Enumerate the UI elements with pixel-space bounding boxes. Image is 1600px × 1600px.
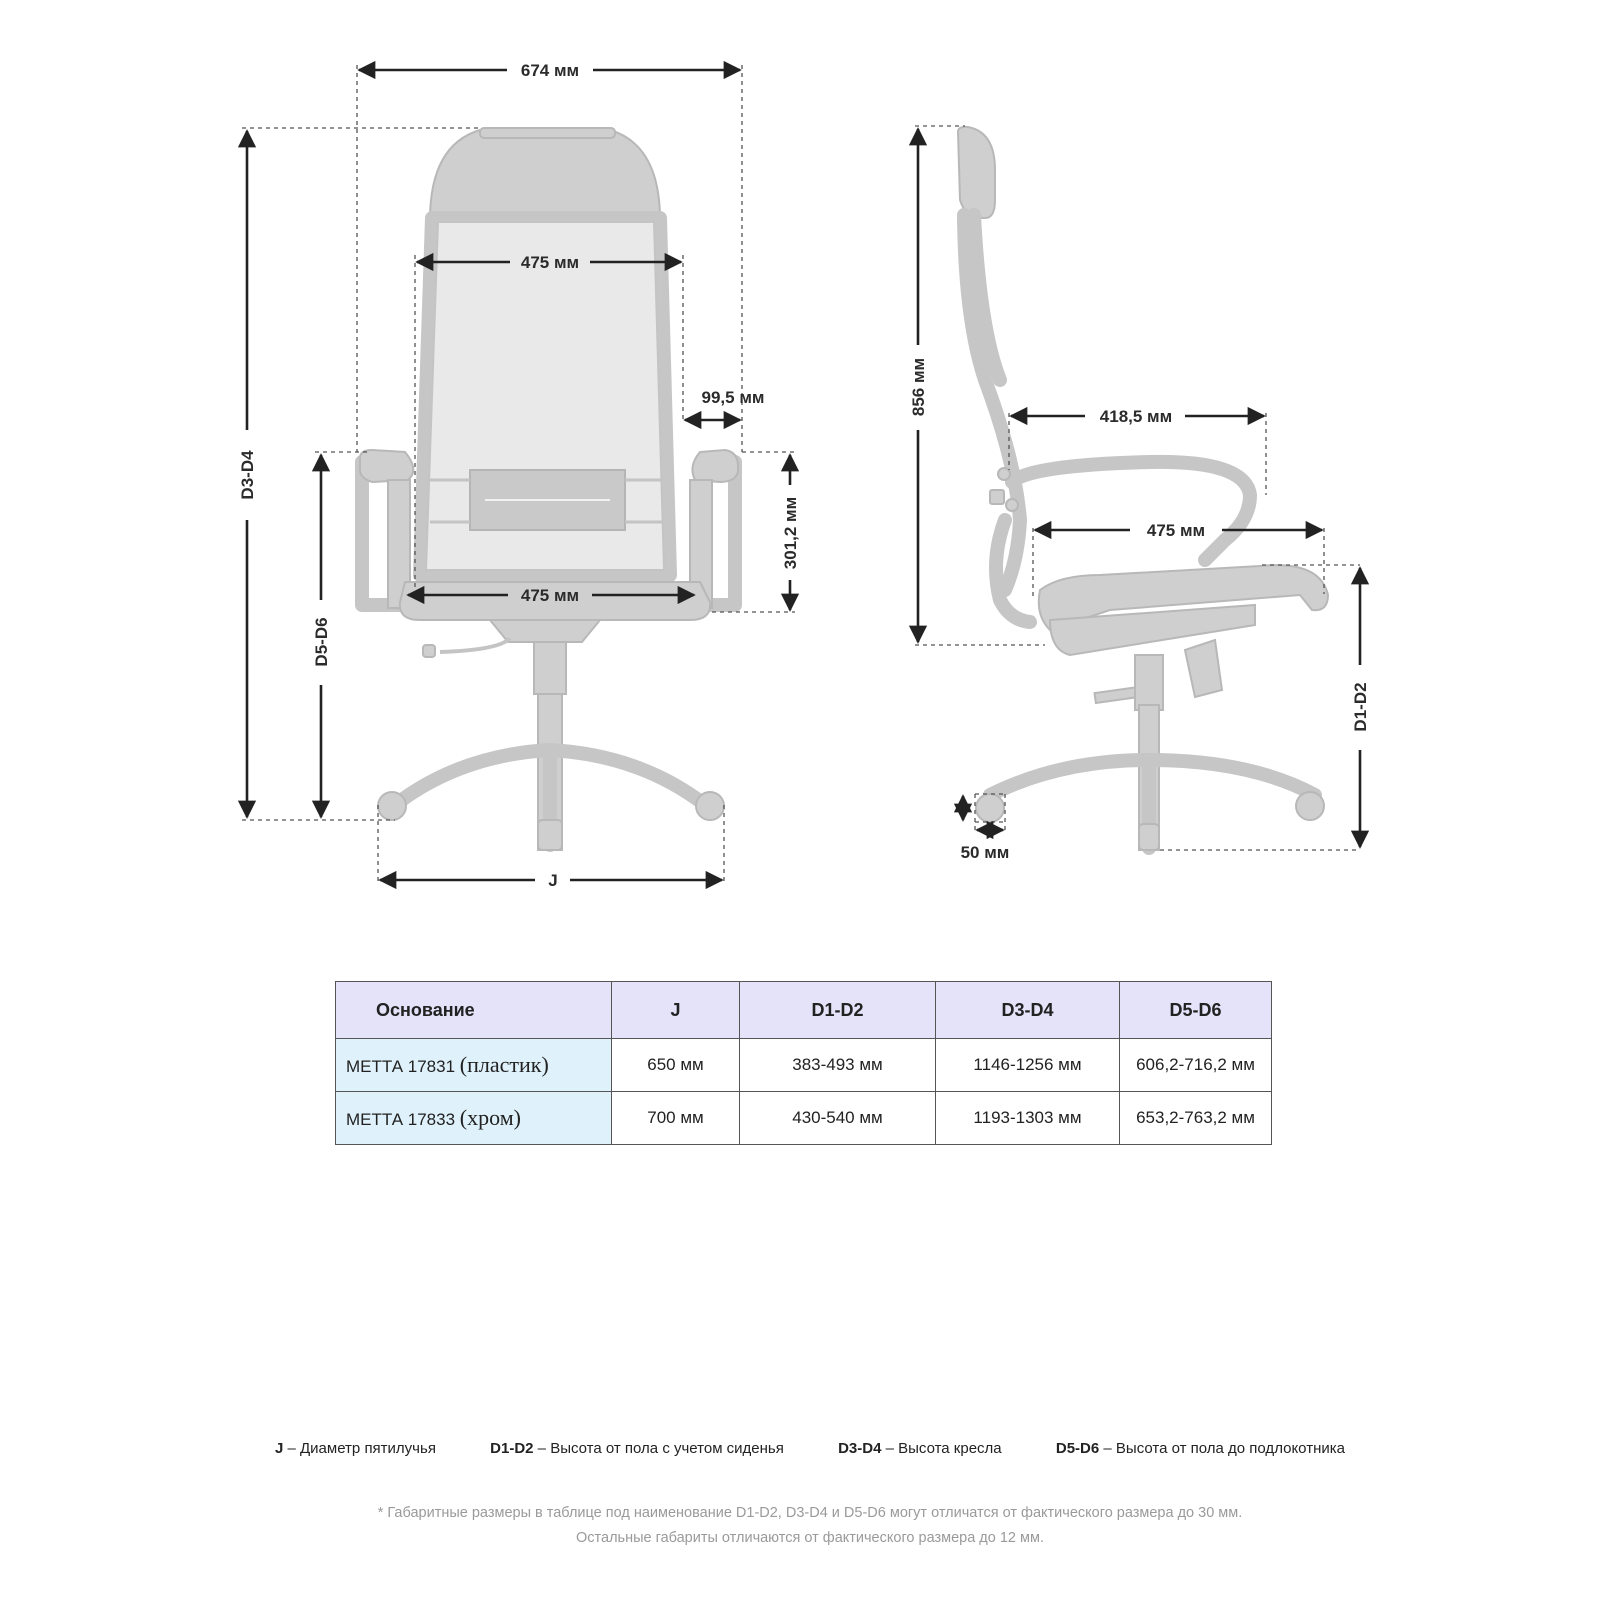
dim-j: J <box>548 871 558 890</box>
side-view-chair <box>958 127 1328 850</box>
table-header-row <box>336 982 1272 1039</box>
legend-item <box>1056 1440 1345 1457</box>
header-d1d2: D1-D2 <box>740 982 936 1039</box>
cell-d1d2: 430-540 мм <box>740 1092 936 1145</box>
dim-d3d4: D3-D4 <box>238 450 257 500</box>
legend-text: – Диаметр пятилучья <box>283 1440 436 1457</box>
cell-base <box>336 1039 612 1092</box>
dim-d5d6: D5-D6 <box>312 617 331 667</box>
cell-d5d6: 606,2-716,2 мм <box>1120 1039 1272 1092</box>
cell-d3d4: 1146-1256 мм <box>936 1039 1120 1092</box>
legend-key: D5-D6 <box>1055 1440 1100 1457</box>
dim-wheel-size: 50 мм <box>960 843 1010 862</box>
table-row <box>336 1039 1272 1092</box>
dim-back-width: 475 мм <box>520 253 580 272</box>
cell-d5d6: 653,2-763,2 мм <box>1120 1092 1272 1145</box>
dim-overall-width: 674 мм <box>520 61 580 80</box>
header-j: J <box>612 982 740 1039</box>
legend-key: D1-D2 <box>490 1440 534 1457</box>
legend <box>275 1440 1345 1457</box>
table-row <box>336 1092 1272 1145</box>
cell-d3d4: 1193-1303 мм <box>936 1092 1120 1145</box>
cell-j: 650 мм <box>612 1039 740 1092</box>
base-material: (хром) <box>459 1105 521 1130</box>
header-base: Основание <box>336 982 612 1039</box>
dim-back-height: 856 мм <box>909 357 928 417</box>
legend-text: – Высота от пола до подлокотника <box>1099 1440 1345 1457</box>
legend-key: J <box>275 1440 284 1457</box>
front-view-chair <box>360 128 738 850</box>
footnote-line-1: * Габаритные размеры в таблице под наименование D1-D2, D3-D4 и D5-D6 могут отличатся от фактического размера до 30 мм. <box>377 1505 1243 1521</box>
dim-seat-depth: 475 мм <box>1146 521 1206 540</box>
header-d3d4: D3-D4 <box>936 982 1120 1039</box>
cell-d1d2: 383-493 мм <box>740 1039 936 1092</box>
base-name: МЕТТА 17833 <box>346 1110 456 1129</box>
cell-j: 700 мм <box>612 1092 740 1145</box>
legend-text: – Высота от пола с учетом сиденья <box>533 1440 784 1457</box>
legend-text: – Высота кресла <box>881 1440 1002 1457</box>
dim-armrest-height: 301,2 мм <box>781 496 800 570</box>
dim-seat-width: 475 мм <box>520 586 580 605</box>
header-d5d6: D5-D6 <box>1120 982 1272 1039</box>
legend-item <box>838 1440 1002 1457</box>
dim-d1d2: D1-D2 <box>1351 682 1370 732</box>
dim-armrest-offset: 99,5 мм <box>701 388 765 407</box>
base-name: МЕТТА 17831 <box>346 1057 456 1076</box>
legend-item <box>490 1440 784 1457</box>
legend-key: D3-D4 <box>838 1440 882 1457</box>
footnote-line-2: Остальные габариты отличаются от фактического размера до 12 мм. <box>576 1530 1044 1546</box>
base-material: (пластик) <box>459 1052 549 1077</box>
cell-base <box>336 1092 612 1145</box>
dim-armrest-depth: 418,5 мм <box>1099 407 1173 426</box>
legend-item <box>275 1440 436 1457</box>
spec-table <box>335 981 1272 1145</box>
